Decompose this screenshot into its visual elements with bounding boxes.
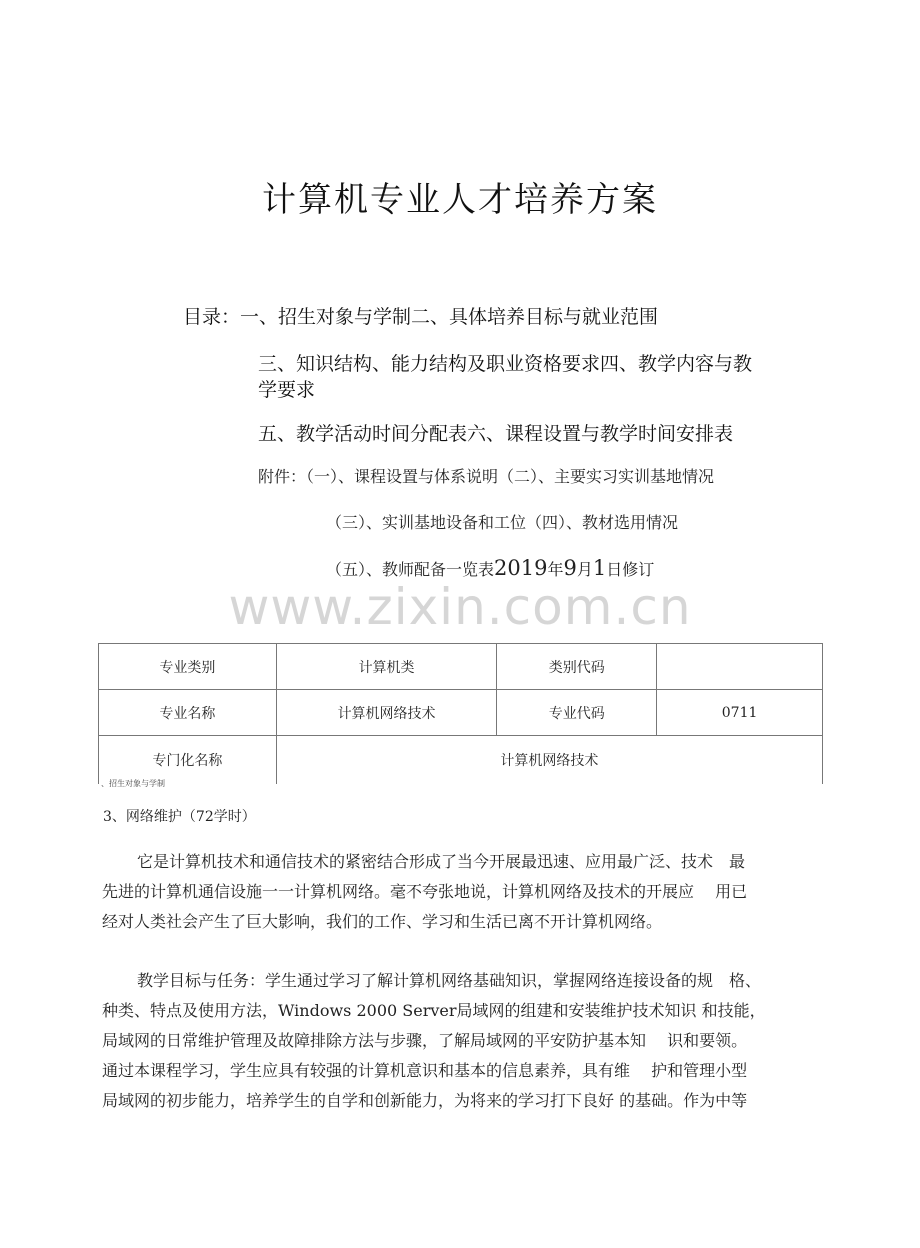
paragraph-line: 种类、特点及使用方法，Windows 2000 Server局域网的组建和安装维护技术知识 和技能， (102, 1001, 766, 1020)
table-cell-value (657, 644, 823, 690)
paragraph-line: 局域网的日常维护管理及故障排除方法与步骤，了解局域网的平安防护基本知 识和要领。 (102, 1031, 748, 1050)
revision-month-unit: 月 (576, 560, 593, 579)
section-heading: 3、网络维护（72学时） (103, 809, 256, 825)
toc-appendix-line-3 (326, 556, 654, 580)
table-row (99, 690, 823, 736)
program-info-table (98, 643, 823, 784)
paragraph-objectives (102, 966, 832, 1116)
appendix-five-label: （五）、教师配备一览表 (326, 560, 495, 579)
toc-line-1: 目录：一、招生对象与学制二、具体培养目标与就业范围 (183, 306, 659, 328)
table-cell-label: 专业类别 (99, 644, 277, 690)
table-cell-value: 0711 (657, 690, 823, 736)
paragraph-line: 经对人类社会产生了巨大影响，我们的工作、学习和生活已离不开计算机网络。 (102, 912, 663, 931)
toc-appendix-line-2: （三）、实训基地设备和工位（四）、教材选用情况 (326, 513, 679, 532)
table-row (99, 644, 823, 690)
revision-year: 2019 (494, 556, 548, 580)
revision-day: 1 (592, 556, 607, 580)
table-cell-label: 类别代码 (497, 644, 657, 690)
table-row (99, 736, 823, 785)
document-title: 计算机专业人才培养方案 (262, 180, 658, 220)
paragraph-line: 局域网的初步能力，培养学生的自学和创新能力，为将来的学习打下良好 的基础。作为中等 (102, 1091, 748, 1110)
tiny-note: 、招生对象与学制 (101, 779, 165, 788)
revision-month: 9 (563, 556, 577, 580)
table-cell-label: 专业代码 (497, 690, 657, 736)
watermark: www.zixin.com.cn (228, 578, 692, 636)
paragraph-line: 先进的计算机通信设施一一计算机网络。毫不夸张地说，计算机网络及技术的开展应 用已 (102, 882, 748, 901)
table-cell-label: 专业名称 (99, 690, 277, 736)
toc-line-3: 学要求 (258, 379, 316, 401)
table-cell-value: 计算机类 (276, 644, 497, 690)
toc-line-2: 三、知识结构、能力结构及职业资格要求四、教学内容与教 (258, 353, 753, 375)
table-cell-value: 计算机网络技术 (276, 736, 822, 785)
toc-line-4: 五、教学活动时间分配表六、课程设置与教学时间安排表 (258, 423, 734, 445)
toc-appendix-line-1: 附件：（一）、课程设置与体系说明（二）、主要实习实训基地情况 (258, 467, 715, 486)
paragraph-line: 教学目标与任务：学生通过学习了解计算机网络基础知识，掌握网络连接设备的规 格、 (137, 971, 762, 990)
revision-suffix: 日修订 (606, 560, 655, 579)
paragraph-intro (102, 847, 832, 937)
paragraph-line: 它是计算机技术和通信技术的紧密结合形成了当今开展最迅速、应用最广泛、技术 最 (137, 852, 746, 871)
table-cell-label: 专门化名称 (99, 736, 277, 785)
table-cell-value: 计算机网络技术 (276, 690, 497, 736)
revision-year-unit: 年 (547, 560, 564, 579)
paragraph-line: 通过本课程学习，学生应具有较强的计算机意识和基本的信息素养，具有维 护和管理小型 (102, 1061, 748, 1080)
